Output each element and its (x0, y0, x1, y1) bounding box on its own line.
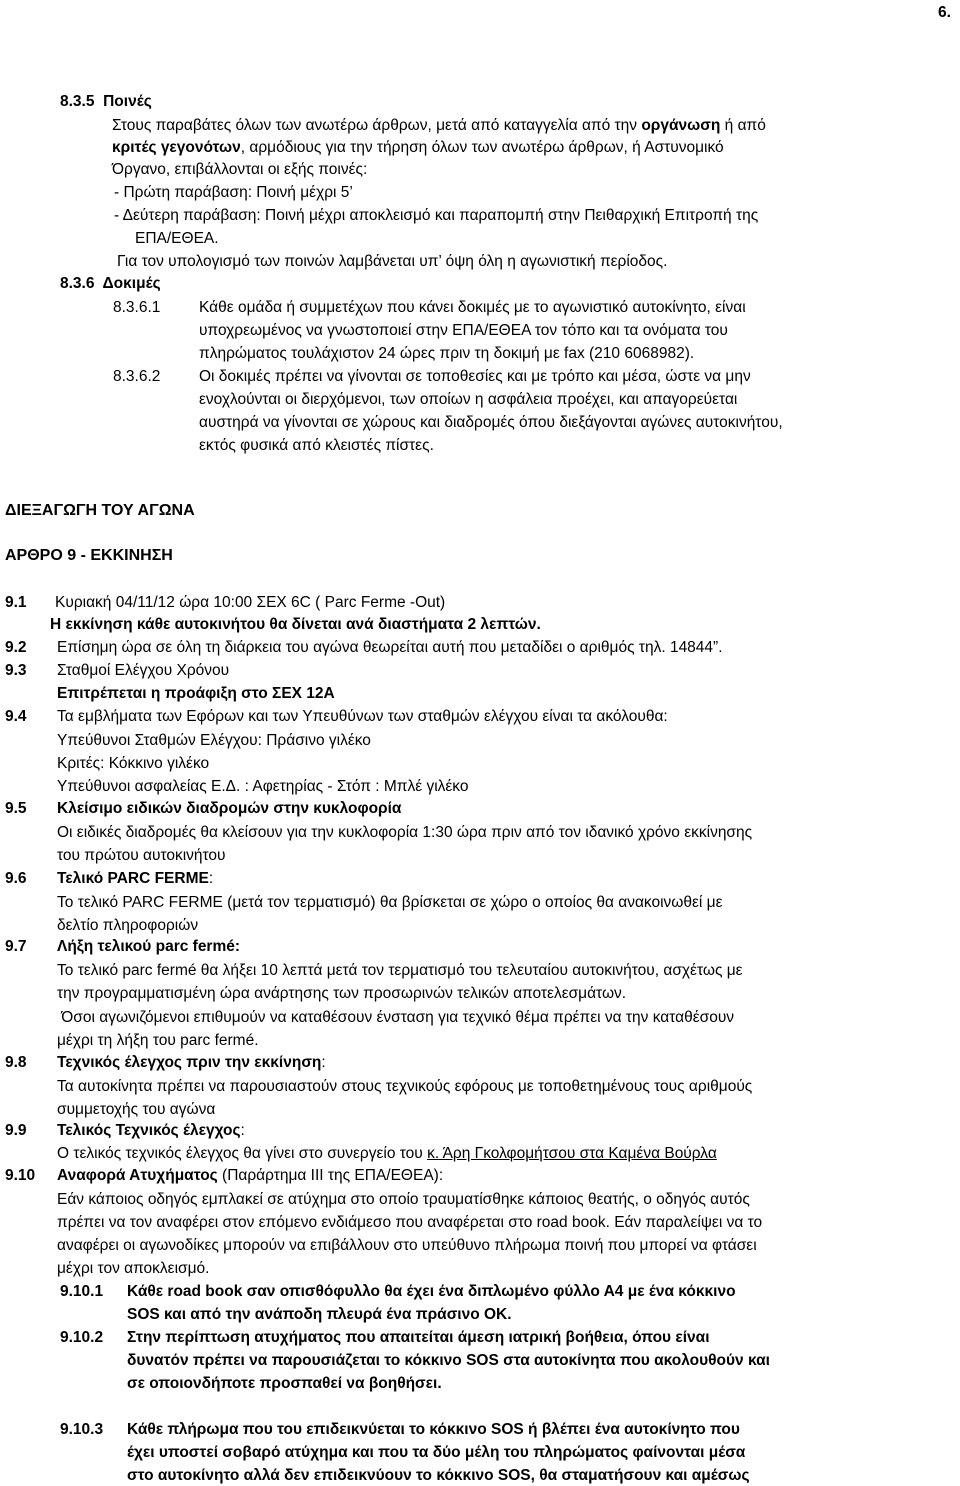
paragraph-line: Για τον υπολογισμό των ποινών λαμβάνεται υπ’ όψη όλη η αγωνιστική περίοδος. (117, 253, 668, 270)
paragraph-line: Στους παραβάτες όλων των ανωτέρω άρθρων, μετά από καταγγελία από την οργάνωση ή από (112, 117, 766, 134)
article-number: 9.9 (5, 1122, 27, 1139)
article-title: Κλείσιμο ειδικών διαδρομών στην κυκλοφορία (57, 800, 402, 817)
section-number: 8.3.6 (60, 275, 95, 292)
paragraph-line: εκτός φυσικά από κλειστές πίστες. (199, 437, 434, 454)
clause-number: 9.10.3 (60, 1421, 104, 1438)
article-number: 9.3 (5, 662, 27, 679)
paragraph-line: του πρώτου αυτοκινήτου (57, 847, 226, 864)
paragraph-line: έχει υποστεί σοβαρό ατύχημα και που τα δύο μέλη του πληρώματος φαίνονται μέσα (127, 1444, 746, 1461)
paragraph-line: Υπεύθυνοι ασφαλείας Ε.Δ. : Αφετηρίας - Στόπ : Μπλέ γιλέκο (57, 778, 469, 795)
paragraph-line: στο αυτοκίνητο αλλά δεν επιδεικνύουν το κόκκινο SOS, θα σταματήσουν και αμέσως (127, 1467, 750, 1484)
article-title-line: Αναφορά Ατυχήματος (Παράρτημα ΙΙΙ της ΕΠΑ/ΕΘΕΑ): (57, 1167, 444, 1184)
paragraph-line: πληρώματος τουλάχιστον 24 ώρες πριν τη δοκιμή με fax (210 6068982). (199, 345, 695, 362)
paragraph-line: Κυριακή 04/11/12 ώρα 10:00 ΣΕΧ 6C ( Parc Ferme -Out) (55, 594, 446, 611)
paragraph-line: Το τελικό parc fermé θα λήξει 10 λεπτά μετά τον τερματισμό του τελευταίου αυτοκινήτου, ασχέτως με (57, 962, 743, 979)
section-title: Δοκιμές (102, 275, 161, 292)
paragraph-line: Κάθε πλήρωμα που του επιδεικνύεται το κόκκινο SOS ή βλέπει ένα αυτοκίνητο που (127, 1421, 740, 1438)
paragraph-line: σε οποιονδήποτε προσπαθεί να βοηθήσει. (127, 1375, 442, 1392)
article-title: Λήξη τελικού parc fermé: (57, 938, 241, 955)
paragraph-line: αναφέρει οι αγωνοδίκες μπορούν να επιβάλλουν στο υπεύθυνο πλήρωμα ποινή που μπορεί να φτάσει (57, 1237, 757, 1254)
clause-number: 8.3.6.1 (113, 299, 161, 316)
article-number: 9.1 (5, 594, 27, 611)
paragraph-line: Εάν κάποιος οδηγός εμπλακεί σε ατύχημα στο οποίο τραυματίσθηκε κάποιος θεατής, ο οδηγός αυτός (57, 1191, 750, 1208)
paragraph-line: δυνατόν πρέπει να παρουσιάζεται το κόκκινο SOS στα αυτοκίνητα που ακολουθούν και (127, 1352, 770, 1369)
paragraph-line: δελτίο πληροφοριών (57, 917, 199, 934)
paragraph-line: Επιτρέπεται η προάφιξη στο ΣΕΧ 12Α (57, 685, 335, 702)
paragraph-line: Οι δοκιμές πρέπει να γίνονται σε τοποθεσίες και με τρόπο και μέσα, ώστε να μην (199, 368, 751, 385)
paragraph-line: συμμετοχής του αγώνα (57, 1101, 216, 1118)
article-title: Τελικό PARC FERME (57, 870, 209, 887)
paragraph-line: Κάθε ομάδα ή συμμετέχων που κάνει δοκιμές με το αγωνιστικό αυτοκίνητο, είναι (199, 299, 746, 316)
paragraph-line: υποχρεωμένος να γνωστοποιεί στην ΕΠΑ/ΕΘΕΑ τον τόπο και τα ονόματα του (199, 322, 728, 339)
paragraph-line: SOS και από την ανάποδη πλευρά ένα πράσινο ΟΚ. (127, 1306, 512, 1323)
paragraph-line: Στην περίπτωση ατυχήματος που απαιτείται άμεση ιατρική βοήθεια, όπου είναι (127, 1329, 710, 1346)
paragraph-line: Ο τελικός τεχνικός έλεγχος θα γίνει στο συνεργείο του κ. Άρη Γκολφομήτσου στα Καμένα Βούρλα (57, 1145, 717, 1162)
paragraph-line: Τα εμβλήματα των Εφόρων και των Υπευθύνων των σταθμών ελέγχου είναι τα ακόλουθα: (57, 708, 668, 725)
heading-article-9: ΑΡΘΡΟ 9 - ΕΚΚΙΝΗΣΗ (5, 547, 173, 564)
article-title: Αναφορά Ατυχήματος (57, 1167, 218, 1184)
heading-conduct: ΔΙΕΞΑΓΩΓΗ ΤΟΥ ΑΓΩΝΑ (5, 502, 195, 519)
article-number: 9.6 (5, 870, 27, 887)
paragraph-line: Όσοι αγωνιζόμενοι επιθυμούν να καταθέσουν ένσταση για τεχνικό θέμα πρέπει να την καταθέσουν (57, 1009, 735, 1026)
list-item: - Δεύτερη παράβαση: Ποινή μέχρι αποκλεισμό και παραπομπή στην Πειθαρχική Επιτροπή της (114, 207, 759, 224)
article-title: Τεχνικός έλεγχος πριν την εκκίνηση (57, 1054, 322, 1071)
paragraph-line: πρέπει να τον αναφέρει στον επόμενο ενδιάμεσο που αναφέρεται στο road book. Εάν παραλείψει να το (57, 1214, 763, 1231)
paragraph-line: Τα αυτοκίνητα πρέπει να παρουσιαστούν στους τεχνικούς εφόρους με τοποθετημένους τους αριθμούς (57, 1078, 753, 1095)
clause-number: 9.10.2 (60, 1329, 104, 1346)
article-title-line: Τεχνικός έλεγχος πριν την εκκίνηση: (57, 1054, 326, 1071)
page-number: 6. (938, 4, 951, 21)
article-number: 9.4 (5, 708, 27, 725)
article-number: 9.10 (5, 1167, 36, 1184)
paragraph-line: ενοχλούνται οι διερχόμενοι, των οποίων η ασφάλεια προέχει, και απαγορεύεται (199, 391, 738, 408)
article-title: Τελικός Τεχνικός έλεγχος (57, 1122, 241, 1139)
paragraph-line: μέχρι τη λήξη του parc fermé. (57, 1032, 259, 1049)
article-title-line: Τελικός Τεχνικός έλεγχος: (57, 1122, 245, 1139)
section-number: 8.3.5 (60, 93, 95, 110)
paragraph-line: Το τελικό PARC FERME (μετά τον τερματισμό) θα βρίσκεται σε χώρο ο οποίος θα ανακοινωθεί με (57, 894, 723, 911)
article-number: 9.2 (5, 639, 27, 656)
paragraph-line: Υπεύθυνοι Σταθμών Ελέγχου: Πράσινο γιλέκο (57, 732, 371, 749)
paragraph-line: μέχρι τον αποκλεισμό. (57, 1260, 210, 1277)
paragraph-line: αυστηρά να γίνονται σε χώρους και διαδρομές όπου διεξάγονται αγώνες αυτοκινήτου, (199, 414, 783, 431)
paragraph-line: Σταθμοί Ελέγχου Χρόνου (57, 662, 230, 679)
paragraph-line: κριτές γεγονότων, αρμόδιους για την τήρηση όλων των ανωτέρω άρθρων, ή Αστυνομικό (112, 139, 724, 156)
section-heading-8-3-5 (60, 92, 152, 112)
article-title-line: Τελικό PARC FERME: (57, 870, 214, 887)
clause-number: 9.10.1 (60, 1283, 104, 1300)
paragraph-line: Όργανο, επιβάλλονται οι εξής ποινές: (112, 161, 368, 178)
section-title: Ποινές (103, 93, 152, 110)
paragraph-line: Οι ειδικές διαδρομές θα κλείσουν για την κυκλοφορία 1:30 ώρα πριν από τον ιδανικό χρόνο εκκίνησης (57, 824, 753, 841)
paragraph-line: Κριτές: Κόκκινο γιλέκο (57, 755, 210, 772)
list-item: - Πρώτη παράβαση: Ποινή μέχρι 5’ (114, 184, 353, 201)
article-number: 9.8 (5, 1054, 27, 1071)
list-item-continuation: ΕΠΑ/ΕΘΕΑ. (135, 230, 219, 247)
paragraph-line: την προγραμματισμένη ώρα ανάρτησης των προσωρινών τελικών αποτελεσμάτων. (57, 985, 627, 1002)
paragraph-line: Η εκκίνηση κάθε αυτοκινήτου θα δίνεται ανά διαστήματα 2 λεπτών. (50, 616, 541, 633)
garage-name: κ. Άρη Γκολφομήτσου στα Καμένα Βούρλα (427, 1145, 717, 1162)
article-number: 9.7 (5, 938, 27, 955)
paragraph-line: Επίσημη ώρα σε όλη τη διάρκεια του αγώνα θεωρείται αυτή που μεταδίδει ο αριθμός τηλ. 14844”. (57, 639, 723, 656)
paragraph-line: Κάθε road book σαν οπισθόφυλλο θα έχει ένα διπλωμένο φύλλο Α4 με ένα κόκκινο (127, 1283, 736, 1300)
clause-number: 8.3.6.2 (113, 368, 161, 385)
article-number: 9.5 (5, 800, 27, 817)
section-heading-8-3-6 (60, 274, 161, 294)
